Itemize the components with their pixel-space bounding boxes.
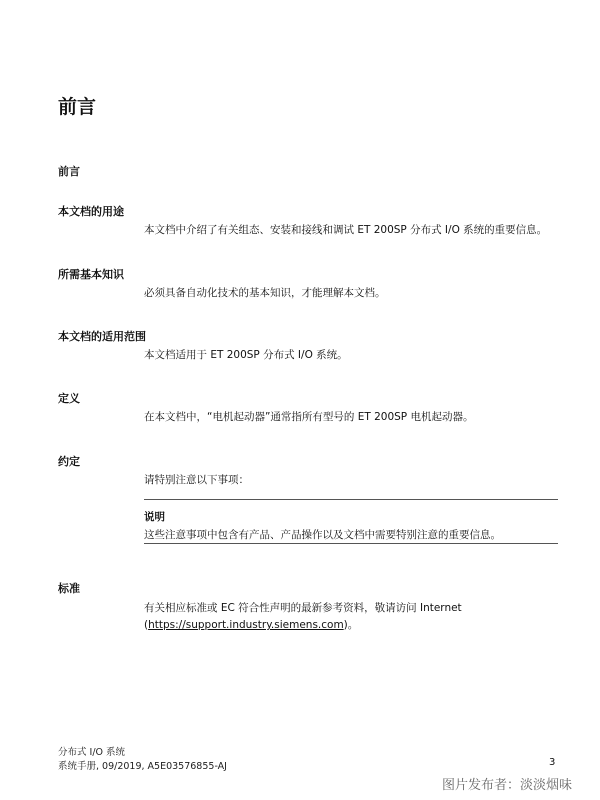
page-title: 前言 [58, 96, 97, 118]
standards-link-line [144, 617, 564, 634]
page-subtitle: 前言 [58, 165, 80, 178]
section-heading-standards: 标准 [58, 582, 80, 595]
note-top-rule [144, 499, 558, 500]
standards-text: 有关相应标准或 EC 符合性声明的最新参考资料，敬请访问 Internet [144, 602, 462, 614]
section-heading-knowledge: 所需基本知识 [58, 268, 124, 281]
footer-manual-info: 系统手册, 09/2019, A5E03576855-AJ [58, 761, 227, 772]
section-heading-scope: 本文档的适用范围 [58, 330, 146, 343]
page-number: 3 [549, 757, 556, 768]
note-title: 说明 [144, 511, 165, 523]
section-body-knowledge: 必须具备自动化技术的基本知识，才能理解本文档。 [144, 287, 386, 299]
link-close-paren: )。 [343, 619, 359, 631]
section-body-definition: 在本文档中，“电机起动器”通常指所有型号的 ET 200SP 电机起动器。 [144, 411, 474, 423]
note-bottom-rule [144, 543, 558, 544]
section-body-standards [144, 600, 564, 634]
support-link[interactable]: https://support.industry.siemens.com [148, 619, 344, 631]
section-heading-purpose: 本文档的用途 [58, 205, 124, 218]
note-text: 这些注意事项中包含有产品、产品操作以及文档中需要特别注意的重要信息。 [144, 529, 501, 541]
section-body-scope: 本文档适用于 ET 200SP 分布式 I/O 系统。 [144, 349, 348, 361]
section-body-conventions: 请特别注意以下事项： [144, 474, 249, 486]
watermark: 图片发布者：淡淡烟味 [442, 778, 573, 793]
section-heading-conventions: 约定 [58, 455, 80, 468]
footer-title: 分布式 I/O 系统 [58, 747, 126, 758]
section-heading-definition: 定义 [58, 392, 80, 405]
section-body-purpose: 本文档中介绍了有关组态、安装和接线和调试 ET 200SP 分布式 I/O 系统的重要信息。 [144, 224, 548, 236]
link-open-paren: ( [144, 619, 149, 631]
